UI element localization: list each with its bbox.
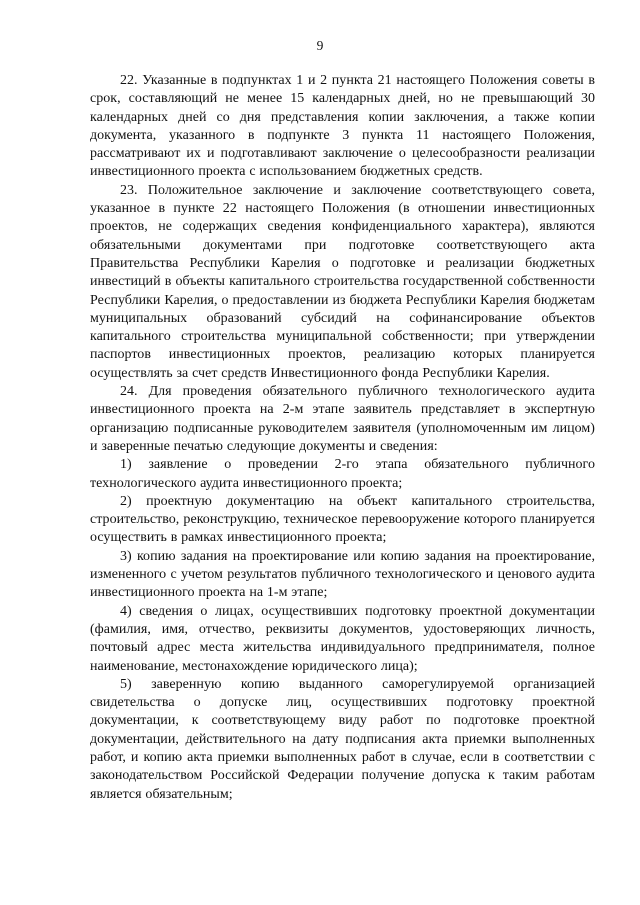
list-item-4: 4) сведения о лицах, осуществивших подготовку проектной документации (фамилия, имя, отчество, реквизиты документов, удостоверяющих личность, почтовый адрес места жительства индивидуального предпринимателя, полное наименование, местонахождение юридического лица); — [90, 603, 595, 674]
list-item-5: 5) заверенную копию выданного саморегулируемой организацией свидетельства о допуске лиц, осуществивших подготовку проектной документации, к соответствующему виду работ по подготовке проектной документации, действительного на дату подписания акта приемки выполненных работ, и копию акта приемки выполненных работ в случае, если в соответствии с законодательством Российской Федерации получение допуска к таким работам является обязательным; — [90, 676, 595, 802]
paragraph-24: 24. Для проведения обязательного публичного технологического аудита инвестиционного проекта на 2-м этапе заявитель представляет в экспертную организацию подписанные руководителем заявителя (уполномоченным им лицом) и заверенные печатью следующие документы и сведения: — [90, 384, 595, 454]
list-item-2: 2) проектную документацию на объект капитального строительства, строительство, реконструкцию, техническое перевооружение которого планируется осуществить в рамках инвестиционного проекта; — [90, 493, 595, 546]
list-item-3: 3) копию задания на проектирование или копию задания на проектирование, измененного с учетом результатов публичного технологического и ценового аудита инвестиционного проекта на 1-м этапе; — [90, 548, 595, 601]
paragraph-22: 22. Указанные в подпунктах 1 и 2 пункта 21 настоящего Положения советы в срок, составляющий не менее 15 календарных дней, но не превышающий 30 календарных дней со дня представления копии заключения, а также копии документа, указанного в подпункте 3 пункта 11 настоящего Положения, рассматривают их и подготавливают заключение о целесообразности реализации инвестиционного проекта с использованием бюджетных средств. — [90, 73, 595, 180]
list-item-1: 1) заявление о проведении 2-го этапа обязательного публичного технологического аудита инвестиционного проекта; — [90, 457, 595, 491]
paragraph-23: 23. Положительное заключение и заключение соответствующего совета, указанное в пункте 22 настоящего Положения (в отношении инвестиционных проектов, не содержащих сведения конфиденциального характера), являются обязательными документами при подготовке соответствующего акта Правительства Республики Карелия о подготовке и реализации бюджетных инвестиций в объекты капитального строительства государственной собственности Республики Карелия, о предоставлении из бюджета Республики Карелия бюджетам муниципальных образований субсидий на софинансирование объектов капитального строительства муниципальной собственности; при утверждении паспортов инвестиционных проектов, реализацию которых планируется осуществлять за счет средств Инвестиционного фонда Республики Карелия. — [90, 182, 595, 381]
page-number: 9 — [316, 38, 324, 53]
document-body — [90, 72, 595, 804]
